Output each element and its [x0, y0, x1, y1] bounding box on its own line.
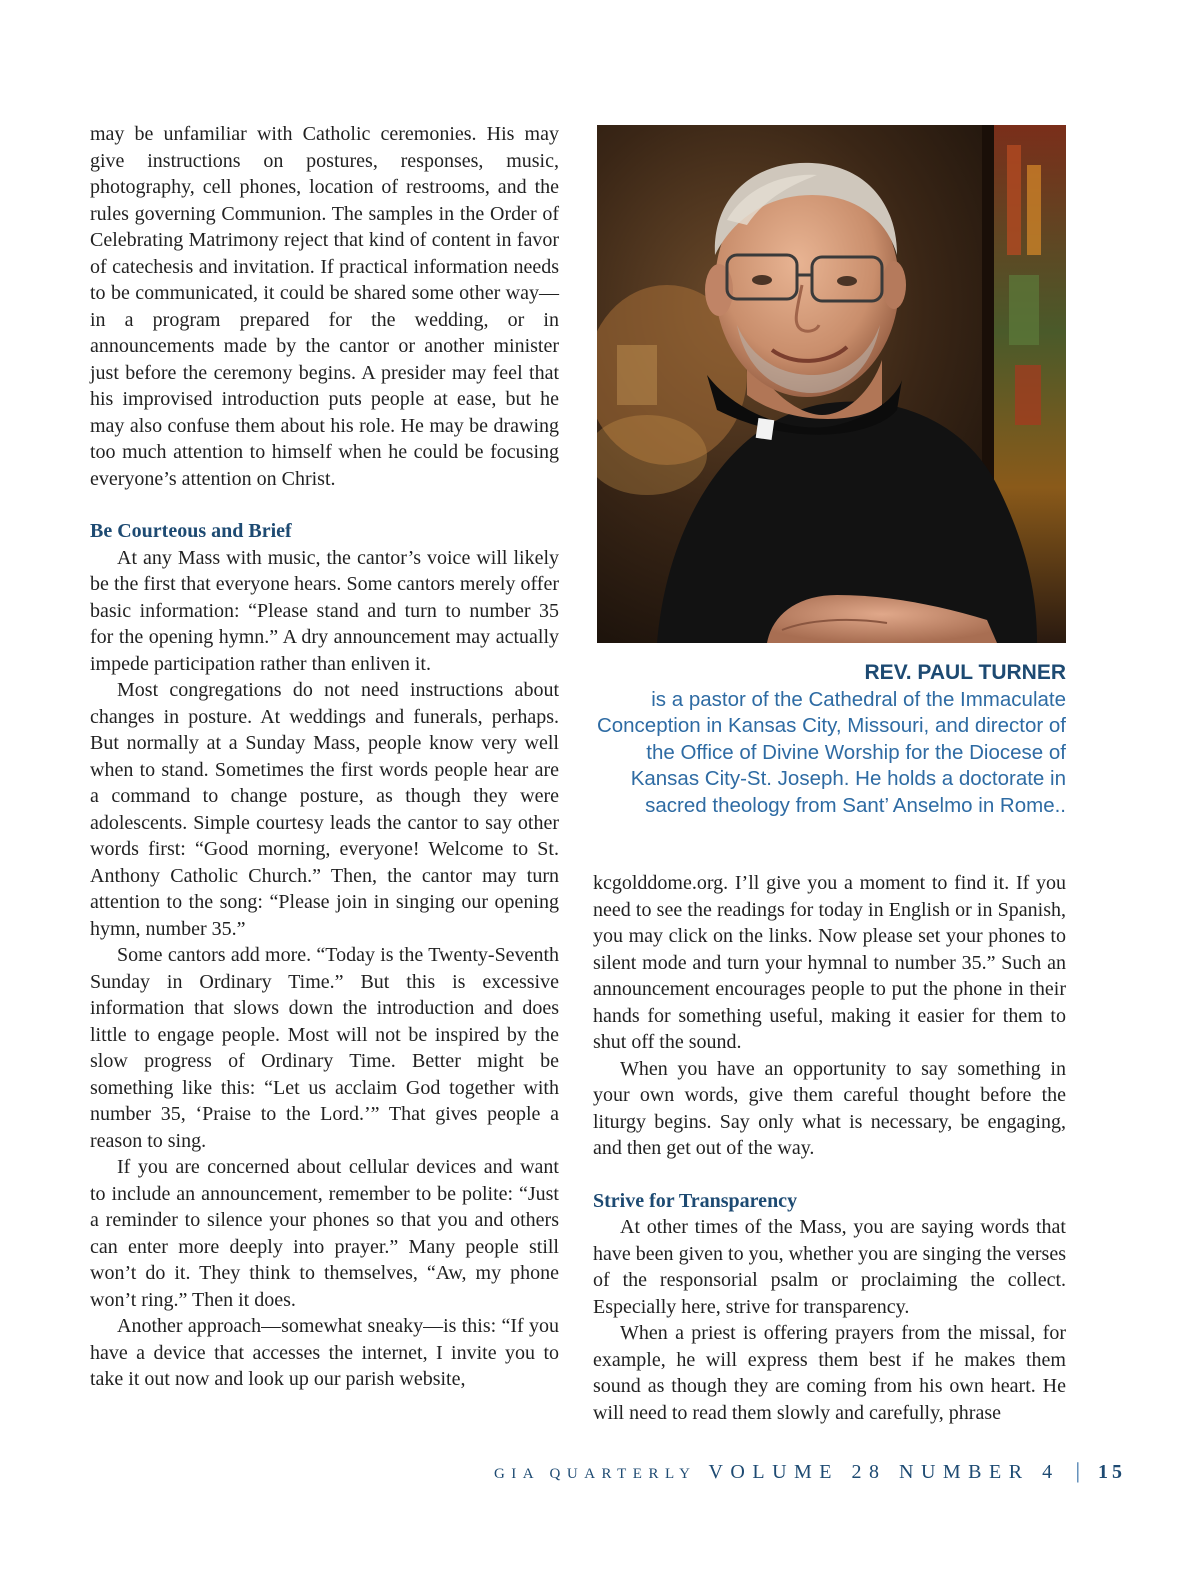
portrait-illustration — [597, 125, 1066, 643]
author-photo — [597, 125, 1066, 643]
body-paragraph: When a priest is offering prayers from the missal, for example, he will express them best if he makes them sound as though they are coming from his own heart. He will need to read them slowly and carefully, phrase — [593, 1322, 1066, 1424]
author-caption — [590, 660, 1066, 819]
body-paragraph: At any Mass with music, the cantor’s voice will likely be the first that everyone hears. Some cantors merely offer basic information: “Please stand and turn to number 35 for the opening hymn.” A dry announcement may actually impede participation rather than enliven it. — [90, 546, 559, 675]
intro-paragraph: may be unfamiliar with Catholic ceremonies. His may give instructions on postures, responses, music, photography, cell phones, location of restrooms, and the rules governing Communion. The samples in the Order of Celebrating Matrimony reject that kind of content in favor of catechesis and invitation. If practical information needs to be communicated, it could be shared some other way—in a program prepared for the wedding, or in announcements made by the cantor or another minister just before the ceremony begins. A presider may feel that his improvised introduction puts people at ease, but he may also confuse them about his role. He may be drawing too much attention to himself when he could be focusing everyone’s attention on Christ. — [90, 123, 559, 490]
body-paragraph: Most congregations do not need instructions about changes in posture. At weddings and funerals, perhaps. But normally at a Sunday Mass, people know very well when to stand. Sometimes the first words people hear are a command to change posture, as though they were adolescents. Simple courtesy leads the cantor to say other words first: “Good morning, everyone! Welcome to St. Anthony Catholic Church.” Then, the cantor may turn attention to the song: “Please join in singing our opening hymn, number 35.” — [90, 679, 559, 940]
page-number: 15 — [1098, 1461, 1126, 1483]
section-heading-transparency: Strive for Transparency — [593, 1189, 798, 1212]
body-paragraph: When you have an opportunity to say something in your own words, give them careful thought before the liturgy begins. Say only what is necessary, be engaging, and then get out of the way. — [593, 1057, 1066, 1159]
body-paragraph: Some cantors add more. “Today is the Twenty-Seventh Sunday in Ordinary Time.” But this is excessive information that slows down the introduction and does little to engage people. Most will not be inspired by the slow progress of Ordinary Time. Better might be something like this: “Let us acclaim God together with number 35, ‘Praise to the Lord.’” That gives people a reason to sing. — [90, 944, 559, 1152]
section-heading-courteous: Be Courteous and Brief — [90, 520, 292, 542]
left-column — [90, 121, 559, 1393]
right-column — [593, 870, 1066, 1426]
footer-separator: | — [1075, 1458, 1080, 1483]
volume-number: VOLUME 28 NUMBER 4 — [708, 1461, 1060, 1483]
body-paragraph: Another approach—somewhat sneaky—is this: “If you have a device that accesses the internet, I invite you to take it out now and look up our parish website, — [90, 1315, 559, 1390]
author-name: REV. PAUL TURNER — [864, 661, 1066, 684]
author-bio: is a pastor of the Cathedral of the Immaculate Conception in Kansas City, Missouri, and director of the Office of Divine Worship for the Diocese of Kansas City-St. Joseph. He holds a doctorate in sacred theology from Sant’ Anselmo in Rome.. — [596, 687, 1066, 817]
magazine-name: GIA QUARTERLY — [493, 1466, 697, 1482]
page-footer — [0, 1458, 1126, 1484]
body-paragraph: At other times of the Mass, you are saying words that have been given to you, whether you are singing the verses of the responsorial psalm or proclaiming the collect. Especially here, strive for transparency. — [593, 1216, 1066, 1318]
body-paragraph: If you are concerned about cellular devices and want to include an announcement, remember to be polite: “Just a reminder to silence your phones so that you and others can enter more deeply into prayer.” Many people still won’t do it. They think to themselves, “Aw, my phone won’t ring.” Then it does. — [90, 1156, 559, 1311]
continuation-paragraph: kcgolddome.org. I’ll give you a moment to find it. If you need to see the readings for today in English or in Spanish, you may click on the links. Now please set your phones to silent mode and turn your hymnal to number 35.” Such an announcement encourages people to put the phone in their hands for something useful, making it easier for them to shut off the sound. — [593, 872, 1066, 1053]
